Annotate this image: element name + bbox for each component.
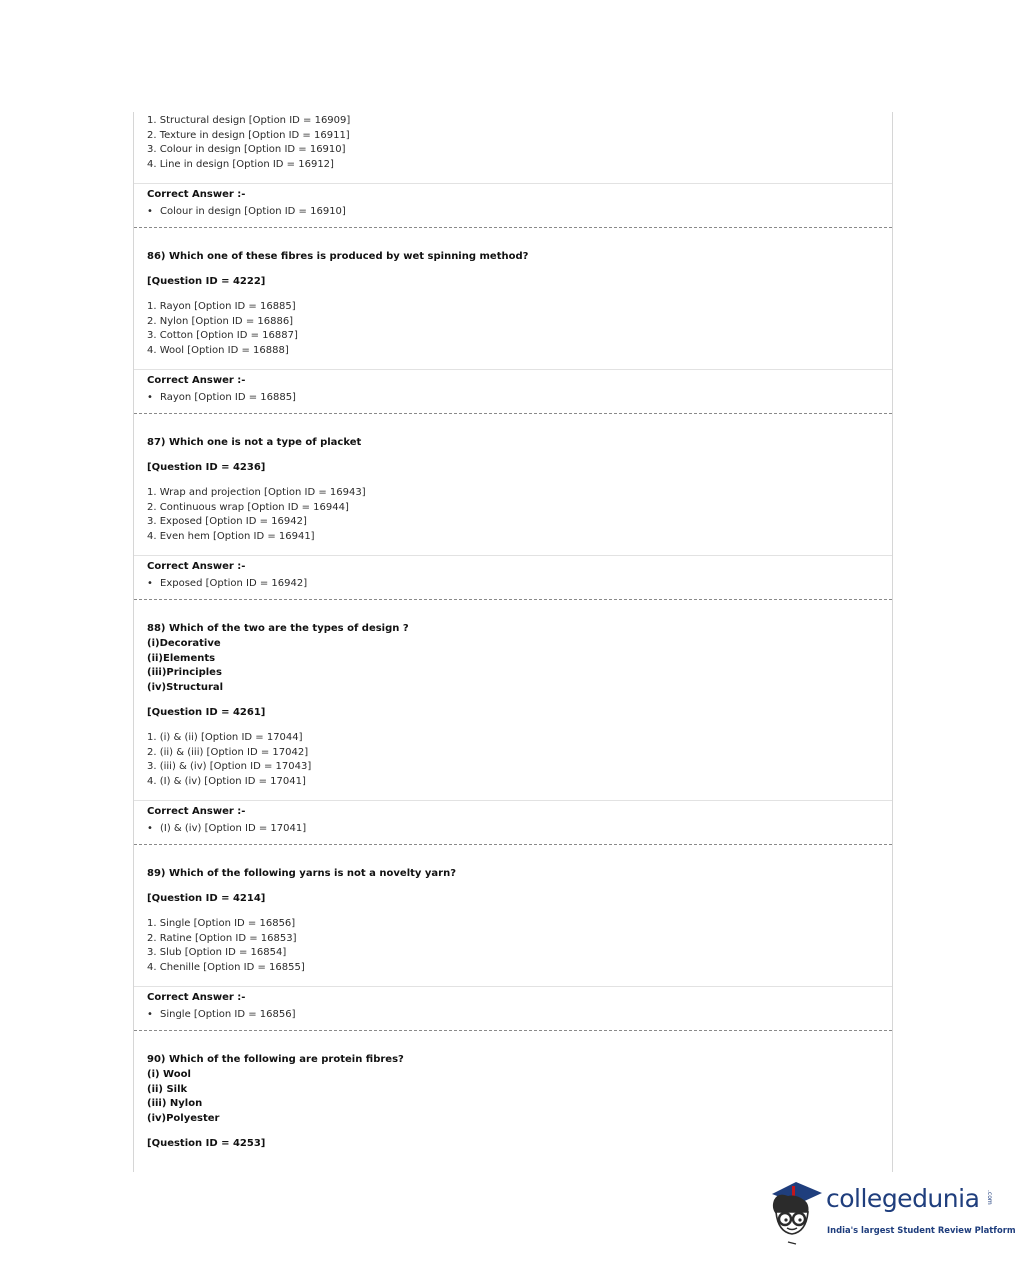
logo-tagline: India's largest Student Review Platform	[827, 1225, 1016, 1235]
question-separator	[134, 844, 892, 845]
question-id: [Question ID = 4261]	[147, 707, 266, 718]
question-separator	[134, 599, 892, 600]
option-item: 2. Texture in design [Option ID = 16911]	[147, 129, 350, 141]
divider	[134, 183, 892, 184]
question-separator	[134, 1030, 892, 1031]
correct-answer-value: • Rayon [Option ID = 16885]	[147, 391, 296, 405]
question-statement: (i)Decorative	[147, 638, 221, 649]
option-item: 1. Single [Option ID = 16856]	[147, 918, 296, 929]
option-item: 2. (ii) & (iii) [Option ID = 17042]	[147, 746, 309, 758]
option-item: 3. (iii) & (iv) [Option ID = 17043]	[147, 761, 312, 773]
correct-answer-label: Correct Answer :-	[147, 992, 246, 1003]
correct-answer-value: • Colour in design [Option ID = 16910]	[147, 205, 346, 219]
option-item: 2. Nylon [Option ID = 16886]	[147, 315, 294, 327]
divider	[134, 555, 892, 556]
option-item: 1. Wrap and projection [Option ID = 16943]	[147, 487, 366, 498]
question-title: 88) Which of the two are the types of design ?	[147, 623, 409, 634]
correct-answer-value: • Exposed [Option ID = 16942]	[147, 577, 307, 591]
question-id: [Question ID = 4222]	[147, 276, 266, 287]
option-item: 4. Line in design [Option ID = 16912]	[147, 158, 334, 170]
question-statement: (ii)Elements	[147, 652, 216, 664]
question-statement: (iv)Polyester	[147, 1112, 220, 1124]
logo-wordmark: collegedunia	[826, 1184, 980, 1213]
logo-domain-suffix: .com	[986, 1190, 993, 1205]
option-item: 2. Ratine [Option ID = 16853]	[147, 932, 297, 944]
question-statement: (iv)Structural	[147, 681, 224, 693]
option-item: 4. Wool [Option ID = 16888]	[147, 344, 289, 356]
option-item: 1. Structural design [Option ID = 16909]	[147, 115, 351, 126]
question-id: [Question ID = 4236]	[147, 462, 266, 473]
question-statement: (i) Wool	[147, 1069, 191, 1080]
question-statement: (iii) Nylon	[147, 1098, 203, 1110]
correct-answer-label: Correct Answer :-	[147, 561, 246, 572]
question-title: 89) Which of the following yarns is not a novelty yarn?	[147, 868, 457, 879]
question-id: [Question ID = 4214]	[147, 893, 266, 904]
divider	[134, 800, 892, 801]
question-title: 86) Which one of these fibres is produced by wet spinning method?	[147, 251, 529, 262]
question-title: 90) Which of the following are protein fibres?	[147, 1054, 404, 1065]
question-statement: (iii)Principles	[147, 667, 222, 679]
question-separator	[134, 227, 892, 228]
correct-answer-label: Correct Answer :-	[147, 375, 246, 386]
divider	[134, 369, 892, 370]
option-item: 4. Even hem [Option ID = 16941]	[147, 530, 315, 542]
option-item: 3. Cotton [Option ID = 16887]	[147, 330, 298, 342]
divider	[134, 986, 892, 987]
question-separator	[134, 413, 892, 414]
option-item: 2. Continuous wrap [Option ID = 16944]	[147, 501, 349, 513]
option-item: 3. Slub [Option ID = 16854]	[147, 947, 287, 959]
question-statement: (ii) Silk	[147, 1083, 188, 1095]
option-item: 1. Rayon [Option ID = 16885]	[147, 301, 296, 312]
correct-answer-value: • Single [Option ID = 16856]	[147, 1008, 295, 1022]
question-paper	[133, 112, 893, 1172]
question-title: 87) Which one is not a type of placket	[147, 437, 362, 448]
option-item: 4. (I) & (iv) [Option ID = 17041]	[147, 775, 306, 787]
correct-answer-label: Correct Answer :-	[147, 189, 246, 200]
correct-answer-label: Correct Answer :-	[147, 806, 246, 817]
option-item: 3. Colour in design [Option ID = 16910]	[147, 144, 346, 156]
option-item: 3. Exposed [Option ID = 16942]	[147, 516, 307, 528]
mascot-icon	[766, 1176, 826, 1248]
correct-answer-value: • (I) & (iv) [Option ID = 17041]	[147, 822, 306, 836]
option-item: 1. (i) & (ii) [Option ID = 17044]	[147, 732, 303, 743]
collegedunia-logo[interactable]	[766, 1176, 1016, 1248]
option-item: 4. Chenille [Option ID = 16855]	[147, 961, 305, 973]
question-id: [Question ID = 4253]	[147, 1138, 266, 1149]
